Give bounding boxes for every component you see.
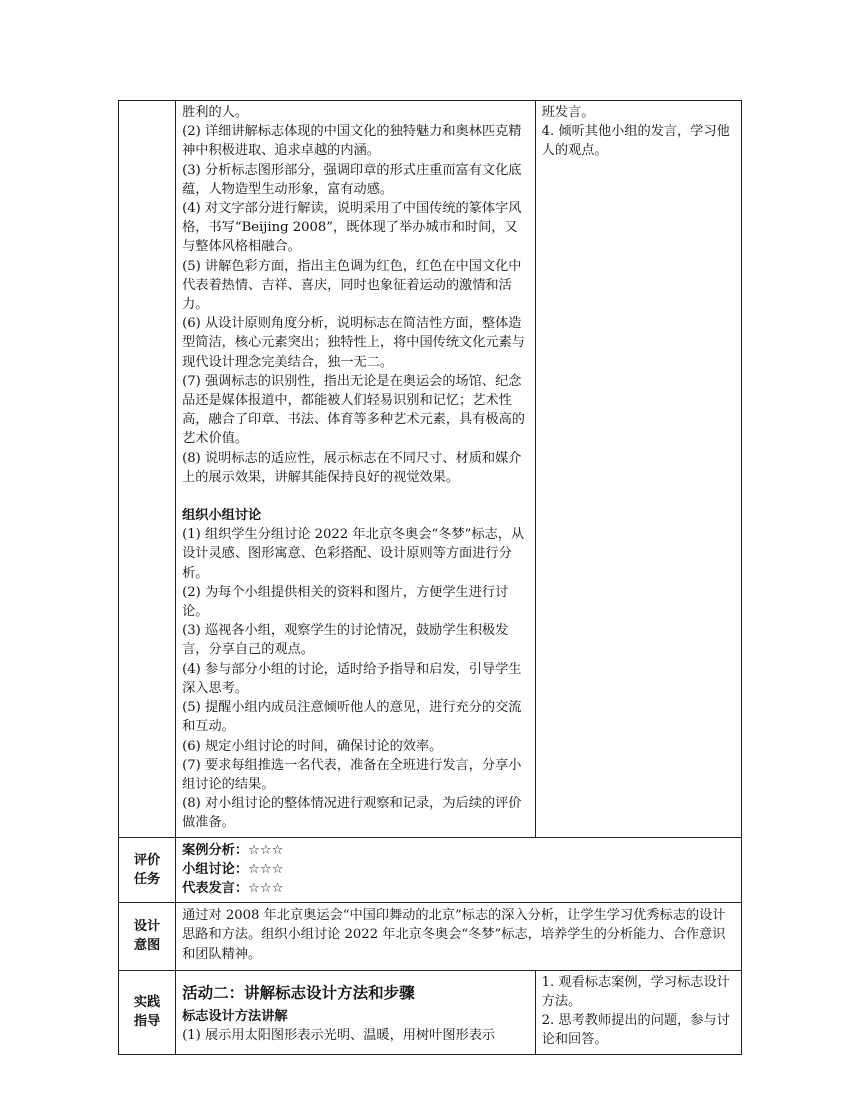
- label-line: 实践: [133, 994, 161, 1010]
- list-item: 2. 思考教师提出的问题，参与讨论和回答。: [541, 1013, 730, 1048]
- list-item: (1) 组织学生分组讨论 2022 年北京冬奥会“冬梦”标志，从设计灵感、图形寓意、色彩搭配、设计原则等方面进行分析。: [182, 527, 525, 581]
- list-item: 胜利的人。: [182, 105, 249, 120]
- list-item: (7) 强调标志的识别性，指出无论是在奥运会的场馆、纪念品还是媒体报道中，都能被人们轻易识别和记忆；艺术性高，融合了印章、书法、体育等多种艺术元素，具有极高的艺术价值。: [182, 373, 525, 447]
- list-item: (4) 参与部分小组的讨论，适时给予指导和启发，引导学生深入思考。: [182, 661, 522, 696]
- practice-student-cell: [535, 970, 741, 1054]
- list-item: 4. 倾听其他小组的发言，学习他人的观点。: [541, 124, 730, 159]
- list-item: (6) 从设计原则角度分析，说明标志在简洁性方面，整体造型简洁，核心元素突出；独特性上，将中国传统文化元素与现代设计理念完美结合，独一无二。: [182, 316, 525, 370]
- practice-teacher-cell: [176, 970, 536, 1054]
- evaluation-item: [182, 841, 735, 860]
- design-intent-label: [119, 903, 176, 971]
- label-line: 指导: [133, 1014, 161, 1030]
- star-rating: ☆☆☆: [248, 842, 284, 858]
- evaluation-row: [119, 837, 742, 903]
- list-item: (8) 说明标志的适应性，展示标志在不同尺寸、材质和媒介上的展示效果，讲解其能保持良好的视觉效果。: [182, 450, 522, 485]
- label-line: 任务: [133, 871, 161, 887]
- section-heading: 标志设计方法讲解: [182, 1008, 288, 1024]
- lesson-plan-table: [118, 100, 742, 1055]
- section-heading: 组织小组讨论: [182, 508, 262, 524]
- practice-row: [119, 970, 742, 1054]
- list-item: (5) 提醒小组内成员注意倾听他人的意见，进行充分的交流和互动。: [182, 700, 522, 735]
- student-activity-cell: [535, 101, 741, 838]
- list-item: (5) 讲解色彩方面，指出主色调为红色，红色在中国文化中代表着热情、吉祥、喜庆，同时也象征着运动的激情和活力。: [182, 258, 522, 313]
- list-item: 1. 观看标志案例，学习标志设计方法。: [541, 974, 730, 1009]
- list-item: (1) 展示用太阳图形表示光明、温暖，用树叶图形表示: [182, 1027, 496, 1043]
- list-item: (4) 对文字部分进行解读，说明采用了中国传统的篆体字风格，书写“Beijing 2008”，既体现了举办城市和时间，又与整体风格相融合。: [182, 201, 522, 255]
- list-item: (3) 分析标志图形部分，强调印章的形式庄重而富有文化底蕴，人物造型生动形象，富有动感。: [182, 162, 522, 197]
- evaluation-name: 代表发言：: [182, 880, 249, 896]
- evaluation-item: [182, 879, 735, 898]
- teaching-process-row: [119, 101, 742, 838]
- evaluation-name: 案例分析：: [182, 842, 249, 858]
- list-item: (3) 巡视各小组，观察学生的讨论情况，鼓励学生积极发言，分享自己的观点。: [182, 623, 509, 658]
- star-rating: ☆☆☆: [248, 880, 284, 896]
- practice-label: [119, 970, 176, 1054]
- design-intent-text: 通过对 2008 年北京奥运会“中国印舞动的北京”标志的深入分析，让学生学习优秀标志的设计思路和方法。组织小组讨论 2022 年北京冬奥会“冬梦”标志，培养学生的分析能力、合作意识和团队精神。: [176, 903, 742, 971]
- activity-title: 活动二：讲解标志设计方法和步骤: [182, 983, 415, 1002]
- evaluation-item: [182, 860, 735, 879]
- star-rating: ☆☆☆: [248, 861, 284, 877]
- list-item: (2) 详细讲解标志体现的中国文化的独特魅力和奥林匹克精神中积极进取、追求卓越的内涵。: [182, 124, 522, 159]
- label-line: 设计: [133, 919, 161, 935]
- teacher-activity-cell: [176, 101, 536, 838]
- list-item: (8) 对小组讨论的整体情况进行观察和记录，为后续的评价做准备。: [182, 796, 522, 831]
- list-item: 班发言。: [541, 105, 595, 120]
- label-line: 意图: [133, 938, 161, 954]
- empty-label-cell: [119, 101, 176, 838]
- spacer: [182, 487, 529, 506]
- evaluation-label: [119, 837, 176, 903]
- evaluation-content: [176, 837, 742, 903]
- label-line: 评价: [133, 852, 161, 868]
- list-item: (7) 要求每组推选一名代表，准备在全班进行发言，分享小组讨论的结果。: [182, 757, 522, 792]
- list-item: (2) 为每个小组提供相关的资料和图片，方便学生进行讨论。: [182, 584, 509, 620]
- list-item: (6) 规定小组讨论的时间，确保讨论的效率。: [182, 738, 443, 754]
- design-intent-row: [119, 903, 742, 971]
- evaluation-name: 小组讨论：: [182, 861, 249, 877]
